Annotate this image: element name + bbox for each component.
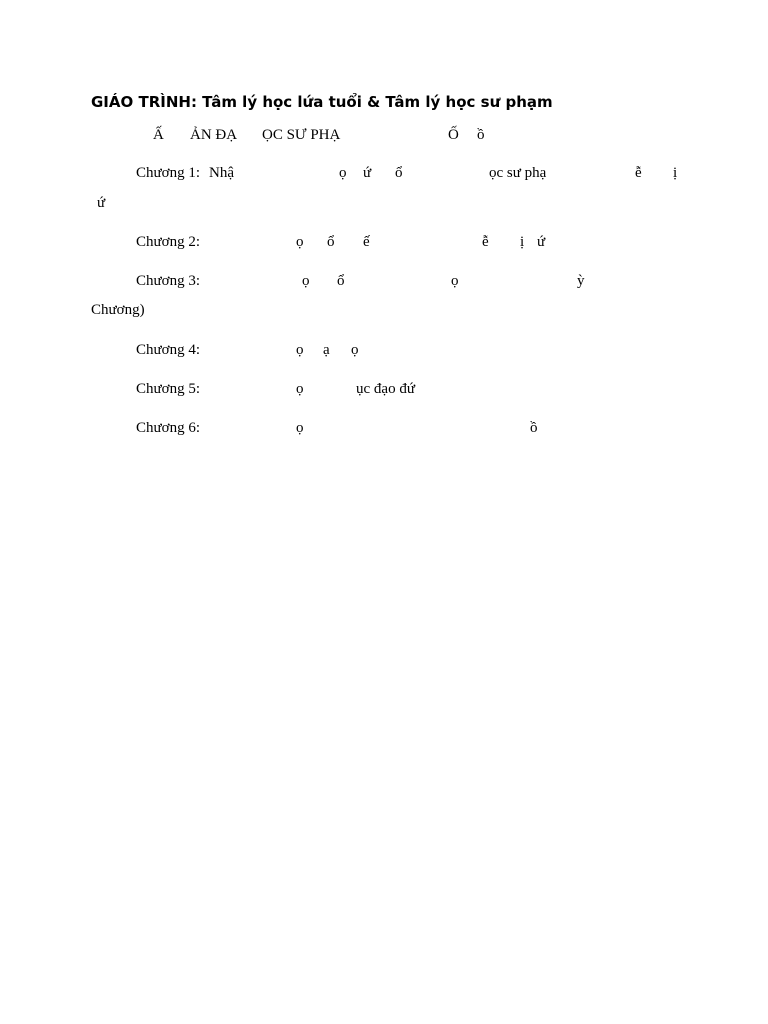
subtitle-fragment: Ố [448,127,459,143]
chapter-4-fragment: ọ [351,342,359,358]
chapter-4-fragment: ọ [296,342,304,358]
chapter-2-fragment: ế [363,234,370,250]
chapter-3-continuation: Chương) [91,302,145,318]
chapter-3-fragment: ổ [337,273,345,289]
chapter-2-fragment: ọ [296,234,304,250]
chapter-1-fragment: ổ [395,165,403,181]
chapter-3-fragment: ỳ [577,273,585,289]
subtitle-fragment: ồ [477,127,485,143]
chapter-5-label: Chương 5: [136,381,200,397]
chapter-2-fragment: ễ [482,234,489,250]
chapter-2-label: Chương 2: [136,234,200,250]
chapter-1-continuation: ứ [97,195,106,211]
chapter-4-fragment: ạ [323,342,330,358]
chapter-1-fragment: ọ [339,165,347,181]
chapter-1-fragment: ứ [363,165,372,181]
chapter-1-label: Chương 1: [136,165,200,181]
chapter-2-fragment: ứ [537,234,546,250]
subtitle-fragment: ẢN ĐẠ [190,127,238,143]
chapter-2-fragment: ị [520,234,525,250]
chapter-6-label: Chương 6: [136,420,200,436]
chapter-5-fragment: ục đạo đứ [356,381,415,397]
chapter-1-fragment: Nhậ [209,165,234,181]
document-title: GIÁO TRÌNH: Tâm lý học lứa tuổi & Tâm lý học sư phạm [91,93,553,111]
chapter-1-fragment: ị [673,165,678,181]
chapter-2-fragment: ổ [327,234,335,250]
chapter-6-fragment: ồ [530,420,538,436]
chapter-5-fragment: ọ [296,381,304,397]
chapter-3-fragment: ọ [302,273,310,289]
chapter-4-label: Chương 4: [136,342,200,358]
chapter-1-fragment: ễ [635,165,642,181]
chapter-3-fragment: ọ [451,273,459,289]
subtitle-fragment: ỌC SƯ PHẠ [262,127,341,143]
subtitle-fragment: Ấ [153,127,164,143]
chapter-1-fragment: ọc sư phạ [489,165,547,181]
chapter-6-fragment: ọ [296,420,304,436]
chapter-3-label: Chương 3: [136,273,200,289]
